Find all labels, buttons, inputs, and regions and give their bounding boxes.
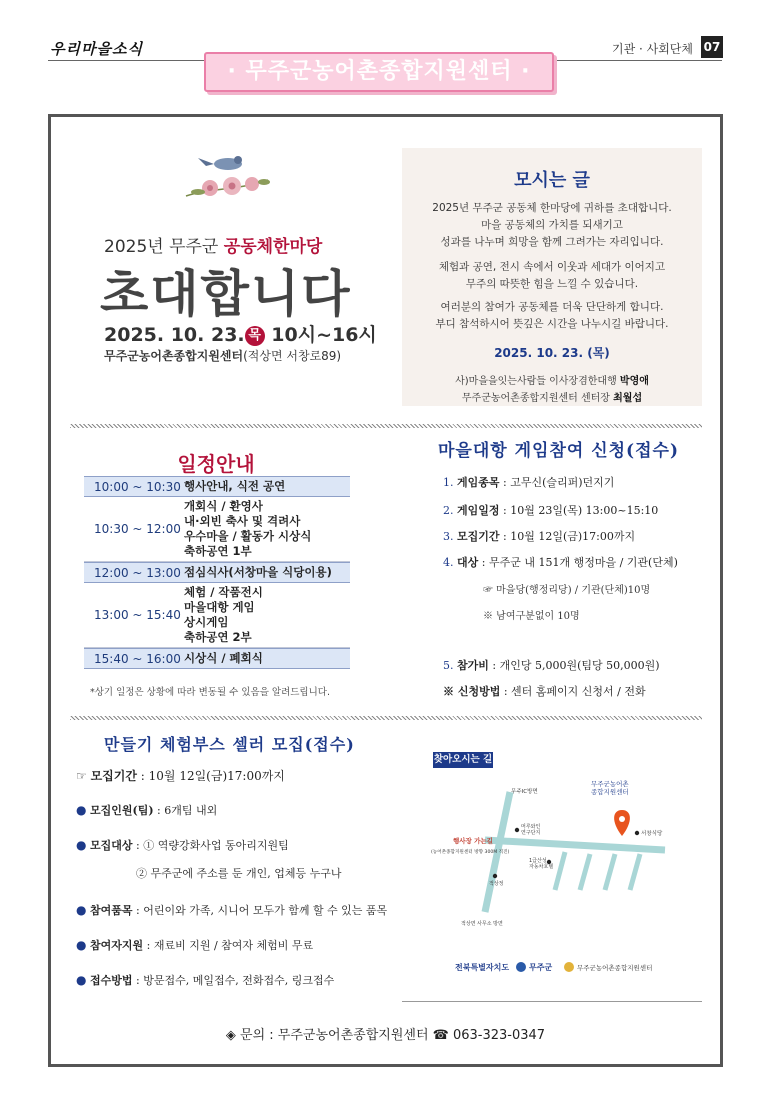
letter-line: 체험과 공연, 전시 속에서 이웃과 세대가 이어지고 xyxy=(438,261,666,273)
game-item: 4. 대상 : 무주군 내 151개 행정마을 / 기관(단체) xyxy=(443,556,678,569)
map-label-here-sub: (농어촌종합지원센터 방향 300M 직진) xyxy=(431,850,510,855)
booth-item: ② 무주군에 주소를 둔 개인, 업체등 누구나 xyxy=(136,867,342,880)
schedule-activity: 개회식 / 환영사 xyxy=(184,499,263,513)
invitation-event-name: 2025년 무주군 공동체한마당 xyxy=(104,237,323,257)
game-sub-note: ☞ 마을당(행정리당) / 기관(단체)10명 xyxy=(483,585,651,596)
schedule-time: 10:30 ~ 12:00 xyxy=(94,522,181,536)
schedule-row xyxy=(84,497,350,562)
schedule-row xyxy=(84,476,350,497)
schedule-activity: 체험 / 작품전시 xyxy=(184,585,263,599)
map-label-left2: 1급산성 자동차호텔 xyxy=(529,858,554,870)
schedule-activity: 마을대항 게임 xyxy=(184,600,255,614)
schedule-activity: 시상식 / 폐회식 xyxy=(184,651,263,665)
game-item: 2. 게임일정 : 10월 23일(목) 13:00~15:10 xyxy=(443,504,659,517)
invitation-date: 2025. 10. 23. 목 10시~16시 xyxy=(104,324,377,346)
map-label-center: 무주군농어촌 종합지원센터 xyxy=(591,780,629,796)
letter-signer: 사)마을을잇는사람들 이사장겸한대행 박영애 xyxy=(455,376,649,387)
game-item: 1. 게임종목 : 고무신(슬리퍼)던지기 xyxy=(443,476,615,489)
schedule-activities xyxy=(184,477,350,496)
game-signup-title: 마을대항 게임참여 신청(접수) xyxy=(438,441,679,461)
location-pin-icon xyxy=(614,810,630,836)
booth-item: ● 모집대상 : ① 역량강화사업 동아리지원팀 xyxy=(76,838,289,852)
booth-item: ● 모집인원(팀) : 6개팀 내외 xyxy=(76,803,218,817)
schedule-activities xyxy=(184,497,350,561)
logo-jeonbuk: 전북특별자치도 xyxy=(455,963,510,972)
schedule-time: 12:00 ~ 13:00 xyxy=(94,565,181,580)
schedule-activities xyxy=(184,649,350,668)
map-label-here: 행사장 가는길 xyxy=(453,837,493,845)
letter-line: 무주의 따뜻한 힘을 느낄 수 있습니다. xyxy=(465,278,639,290)
game-method: ※ 신청방법 : 센터 홈페이지 신청서 / 전화 xyxy=(443,685,646,698)
schedule-activities xyxy=(184,563,350,582)
map-roads xyxy=(485,792,665,912)
booth-item: ● 접수방법 : 방문접수, 메일접수, 전화접수, 링크접수 xyxy=(76,973,335,987)
section-divider xyxy=(70,716,702,720)
partner-logos xyxy=(455,962,652,972)
logo-center: 무주군농어촌종합지원센터 xyxy=(577,964,653,972)
flower-bird-illustration xyxy=(180,150,272,202)
letter-line: 2025년 무주군 공동체 한마당에 귀하를 초대합니다. xyxy=(432,202,672,214)
letter-line: 성과를 나누며 희망을 함께 그려가는 자리입니다. xyxy=(440,236,664,248)
schedule-title: 일정안내 xyxy=(177,452,255,476)
booth-recruit-title: 만들기 체험부스 셀러 모집(접수) xyxy=(104,735,355,754)
schedule-table xyxy=(84,476,350,669)
map-label-top: 무주IC방면 xyxy=(511,789,538,795)
letter-line: 여러분의 참여가 공동체를 더욱 단단하게 합니다. xyxy=(440,301,664,313)
schedule-activities xyxy=(184,583,350,647)
letter-line: 부디 참석하시어 뜻깊은 시간을 나누시길 바랍니다. xyxy=(435,318,669,330)
schedule-time: 13:00 ~ 15:40 xyxy=(94,608,181,622)
game-sub-note: ※ 남여구분없이 10명 xyxy=(483,611,580,622)
map-label-left1: 머루와인 연구단지 xyxy=(521,824,541,836)
booth-period: ☞ 모집기간 : 10월 12일(금)17:00까지 xyxy=(76,769,285,783)
page-title: · 무주군농어촌종합지원센터 · xyxy=(204,52,554,92)
invitation-place: 무주군농어촌종합지원센터(적상면 서창로89) xyxy=(104,349,342,363)
section-label: 기관 · 사회단체 xyxy=(612,42,693,56)
map-bottom-rule xyxy=(402,1001,702,1002)
letter-signer: 무주군농어촌종합지원센터 센터장 최월섭 xyxy=(461,393,643,404)
invitation-headline: 초대합니다 xyxy=(100,265,352,323)
map-label-bottom: 적상면 사무소 방면 xyxy=(461,921,503,927)
schedule-time: 15:40 ~ 16:00 xyxy=(94,651,181,666)
weekday-badge: 목 xyxy=(245,326,265,346)
letter-title: 모시는 글 xyxy=(514,170,590,191)
schedule-time: 10:00 ~ 10:30 xyxy=(94,479,181,494)
schedule-activity: 축하공연 2부 xyxy=(184,630,252,644)
muju-emblem-icon xyxy=(516,962,526,972)
letter-date: 2025. 10. 23. (목) xyxy=(494,346,610,360)
game-fee: 5. 참가비 : 개인당 5,000원(팀당 50,000원) xyxy=(443,659,660,672)
section-divider xyxy=(70,424,702,428)
map-heading: 찾아오시는 길 xyxy=(433,752,493,768)
schedule-activity: 내·외빈 축사 및 격려사 xyxy=(184,514,301,528)
contact-info: ◈ 문의 : 무주군농어촌종합지원센터 ☎ 063-323-0347 xyxy=(225,1028,546,1043)
schedule-activity: 행사안내, 식전 공연 xyxy=(184,479,286,493)
map-label-restaurant: 서창식당 xyxy=(641,831,663,837)
letter-line: 마을 공동체의 가치를 되새기고 xyxy=(481,219,623,231)
schedule-row xyxy=(84,648,350,669)
logo-muju: 무주군 xyxy=(529,963,553,972)
schedule-activity: 축하공연 1부 xyxy=(184,544,252,558)
schedule-note: *상기 일정은 상황에 따라 변동될 수 있음을 알려드립니다. xyxy=(90,687,330,698)
booth-item: ● 참여자지원 : 재료비 지원 / 참여자 체험비 무료 xyxy=(76,938,314,952)
map-marker xyxy=(635,831,639,835)
directions-map xyxy=(425,770,685,994)
newsletter-brand: 우리마을소식 xyxy=(50,40,143,58)
booth-item: ● 참여품목 : 어린이와 가족, 시니어 모두가 함께 할 수 있는 품목 xyxy=(76,903,388,917)
schedule-row xyxy=(84,583,350,648)
schedule-activity: 우수마을 / 활동가 시상식 xyxy=(184,529,312,543)
schedule-activity: 상시게임 xyxy=(184,615,229,629)
center-emblem-icon xyxy=(564,962,574,972)
schedule-row xyxy=(84,562,350,583)
page-number: 07 xyxy=(701,36,723,58)
schedule-activity: 점심식사(서창마을 식당이용) xyxy=(184,565,332,579)
map-label-stop: 적상정 xyxy=(489,881,504,887)
game-item: 3. 모집기간 : 10월 12일(금)17:00까지 xyxy=(443,530,636,543)
